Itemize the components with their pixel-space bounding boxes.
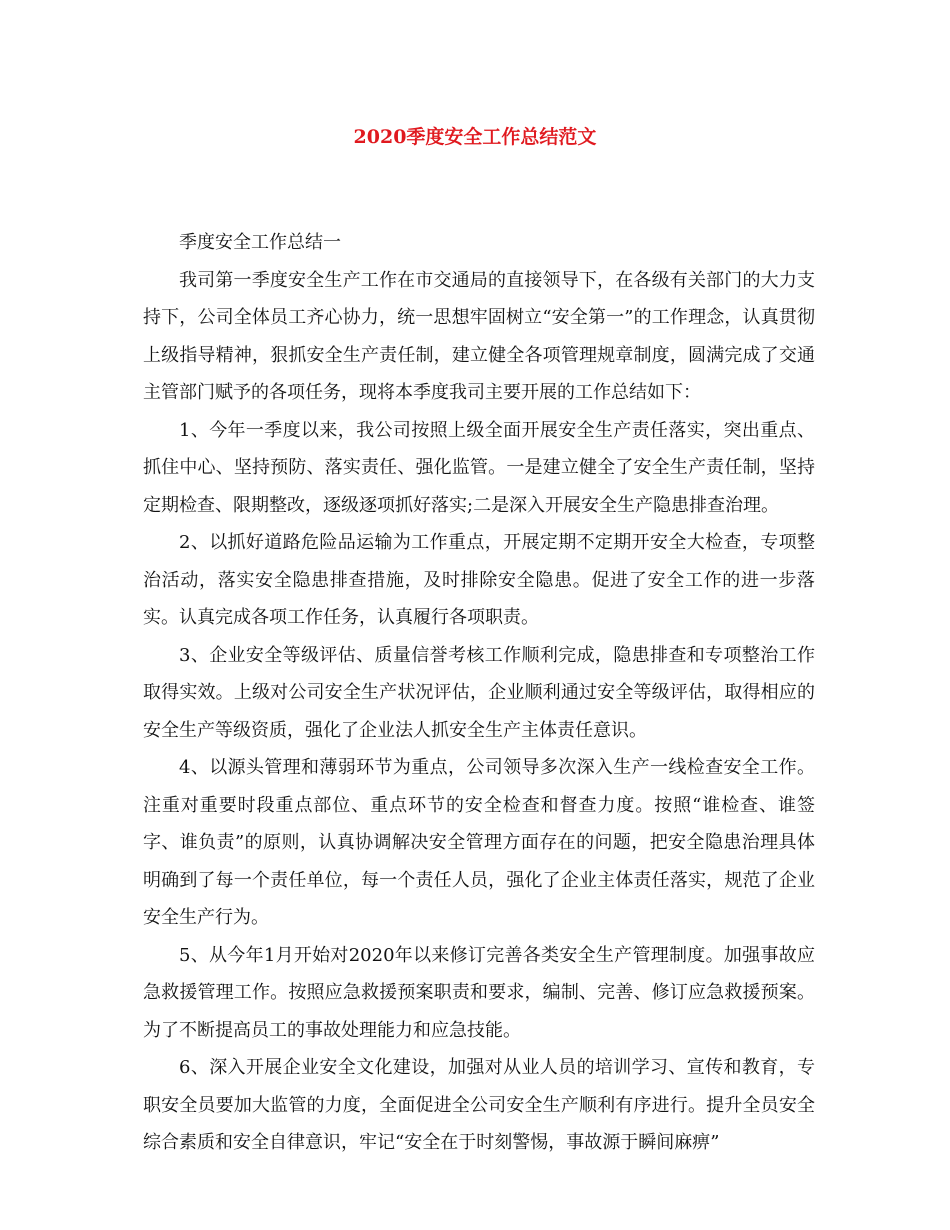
paragraph-intro: 我司第一季度安全生产工作在市交通局的直接领导下，在各级有关部门的大力支持下，公司全体员工齐心协力，统一思想牢固树立“安全第一”的工作理念，认真贯彻上级指导精神，狠抓安全生产责任制，建立健全各项管理规章制度，圆满完成了交通主管部门赋予的各项任务，现将本季度我司主要开展的工作总结如下： [143,269,815,403]
document-title: 2020季度安全工作总结范文 [353,126,597,148]
section-heading: 季度安全工作总结一 [179,232,341,253]
paragraph-item-5: 5、从今年1月开始对2020年以来修订完善各类安全生产管理制度。加强事故应急救援管理工作。按照应急救援预案职责和要求，编制、完善、修订应急救援预案。为了不断提高员工的事故处理能力和应急技能。 [143,944,815,1041]
paragraph-item-1: 1、今年一季度以来，我公司按照上级全面开展安全生产责任落实，突出重点、抓住中心、坚持预防、落实责任、强化监管。一是建立健全了安全生产责任制，坚持定期检查、限期整改，逐级逐项抓好落实;二是深入开展安全生产隐患排查治理。 [143,419,815,516]
paragraph-item-3: 3、企业安全等级评估、质量信誉考核工作顺利完成，隐患排查和专项整治工作取得实效。上级对公司安全生产状况评估，企业顺利通过安全等级评估，取得相应的安全生产等级资质，强化了企业法人抓安全生产主体责任意识。 [143,644,815,741]
paragraph-item-2: 2、以抓好道路危险品运输为工作重点，开展定期不定期开安全大检查，专项整治活动，落实安全隐患排查措施，及时排除安全隐患。促进了安全工作的进一步落实。认真完成各项工作任务，认真履行各项职责。 [143,532,815,628]
paragraph-item-4: 4、以源头管理和薄弱环节为重点，公司领导多次深入生产一线检查安全工作。注重对重要时段重点部位、重点环节的安全检查和督查力度。按照“谁检查、谁签字、谁负责”的原则，认真协调解决安全管理方面存在的问题，把安全隐患治理具体明确到了每一个责任单位，每一个责任人员，强化了企业主体责任落实，规范了企业安全生产行为。 [143,757,815,928]
paragraph-item-6: 6、深入开展企业安全文化建设，加强对从业人员的培训学习、宣传和教育，专职安全员要加大监管的力度，全面促进全公司安全生产顺利有序进行。提升全员安全综合素质和安全自律意识，牢记“安全在于时刻警惕，事故源于瞬间麻痹” [143,1057,815,1153]
document-body [143,224,815,1162]
